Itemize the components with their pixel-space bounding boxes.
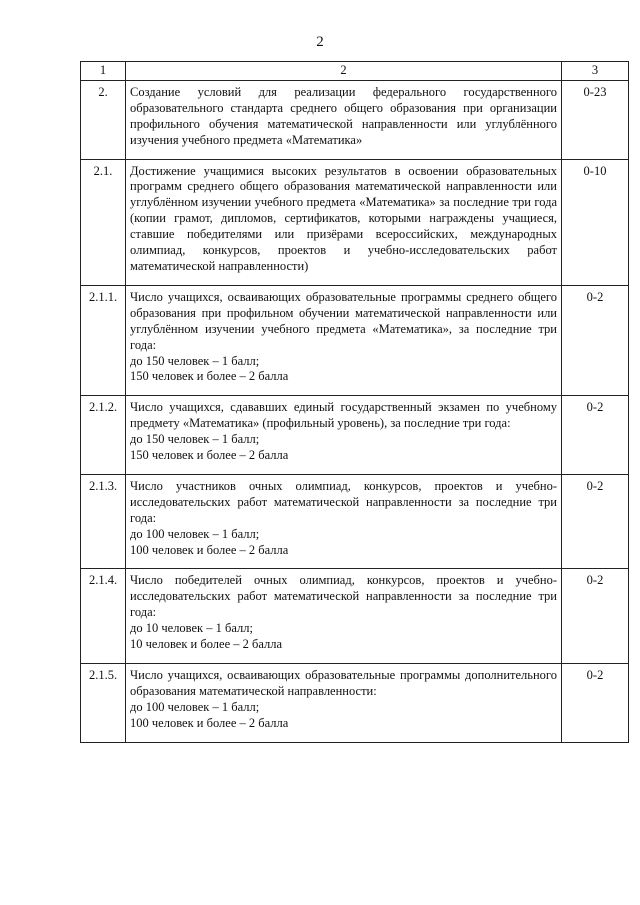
row-score-cell: 0-2 — [562, 396, 629, 475]
row-number-cell: 2.1.3. — [81, 474, 126, 569]
table-row — [81, 159, 629, 285]
row-number-cell: 2.1.4. — [81, 569, 126, 664]
row-score-rule-line: 100 человек и более – 2 балла — [130, 542, 289, 557]
row-score-cell: 0-10 — [562, 159, 629, 285]
row-description-text: Число учащихся, осваивающих образовательные программы среднего общего образования при профильном обучении математической направленности или углублённом изучении учебного предмета «Математика», за последние три года: — [130, 289, 557, 352]
table-row — [81, 664, 629, 743]
row-score-rule-line: до 100 человек – 1 балл; — [130, 526, 260, 541]
row-description-cell — [126, 569, 562, 664]
row-score-cell: 0-2 — [562, 285, 629, 395]
row-description-text: Создание условий для реализации федерального государственного образовательного стандарта среднего общего образования при организации профильного обучения математической направленности или углублённого изучения учебного предмета «Математика» — [130, 84, 557, 147]
row-description-cell — [126, 159, 562, 285]
row-description-cell — [126, 285, 562, 395]
row-number-cell: 2.1. — [81, 159, 126, 285]
row-number-cell: 2.1.2. — [81, 396, 126, 475]
page-number: 2 — [316, 34, 324, 50]
row-score-rule-line: до 150 человек – 1 балл; — [130, 353, 260, 368]
row-score-rule-line: до 150 человек – 1 балл; — [130, 432, 260, 447]
row-score-cell: 0-2 — [562, 664, 629, 743]
criteria-table-body — [81, 62, 629, 743]
row-score-cell: 0-2 — [562, 474, 629, 569]
row-description-cell — [126, 474, 562, 569]
row-description-text: Число учащихся, осваивающих образовательные программы дополнительного образования математической направленности: — [130, 668, 557, 698]
header-cell-description: 2 — [126, 62, 562, 81]
row-number-cell: 2.1.5. — [81, 664, 126, 743]
row-score-rule-line: 100 человек и более – 2 балла — [130, 715, 289, 730]
row-score-rule-line: до 100 человек – 1 балл; — [130, 699, 260, 714]
row-score-cell: 0-23 — [562, 80, 629, 159]
row-score-rule-line: 150 человек и более – 2 балла — [130, 369, 289, 384]
row-score-rule-line: 10 человек и более – 2 балла — [130, 637, 283, 652]
table-row — [81, 396, 629, 475]
row-number-cell: 2. — [81, 80, 126, 159]
row-description-text: Число учащихся, сдававших единый государственный экзамен по учебному предмету «Математика» (профильный уровень), за последние три года: — [130, 400, 557, 431]
row-description-cell — [126, 396, 562, 475]
header-cell-score: 3 — [562, 62, 629, 81]
criteria-table — [80, 61, 629, 743]
table-row — [81, 569, 629, 664]
table-row — [81, 80, 629, 159]
row-description-cell — [126, 80, 562, 159]
row-number-cell: 2.1.1. — [81, 285, 126, 395]
row-description-text: Число победителей очных олимпиад, конкурсов, проектов и учебно-исследовательских работ математической направленности за последние три года: — [130, 573, 557, 620]
row-description-cell — [126, 664, 562, 743]
row-score-rule-line: 150 человек и более – 2 балла — [130, 448, 289, 463]
table-row — [81, 285, 629, 395]
table-row — [81, 474, 629, 569]
row-score-cell: 0-2 — [562, 569, 629, 664]
header-cell-num: 1 — [81, 62, 126, 81]
row-description-text: Достижение учащимися высоких результатов в освоении образовательных программ среднего общего образования математической направленности или углублённом изучении учебного предмета «Математика» за последние три года (копии грамот, дипломов, сертификатов, которыми награждены учащиеся, ставшие победителями или призёрами всероссийских, международных олимпиад, конкурсов, проектов и учебно-исследовательских работ математической направленности) — [130, 163, 557, 273]
row-description-text: Число участников очных олимпиад, конкурсов, проектов и учебно-исследовательских работ математической направленности за последние три года: — [130, 478, 557, 525]
row-score-rule-line: до 10 человек – 1 балл; — [130, 621, 253, 636]
table-header-row — [81, 62, 629, 81]
